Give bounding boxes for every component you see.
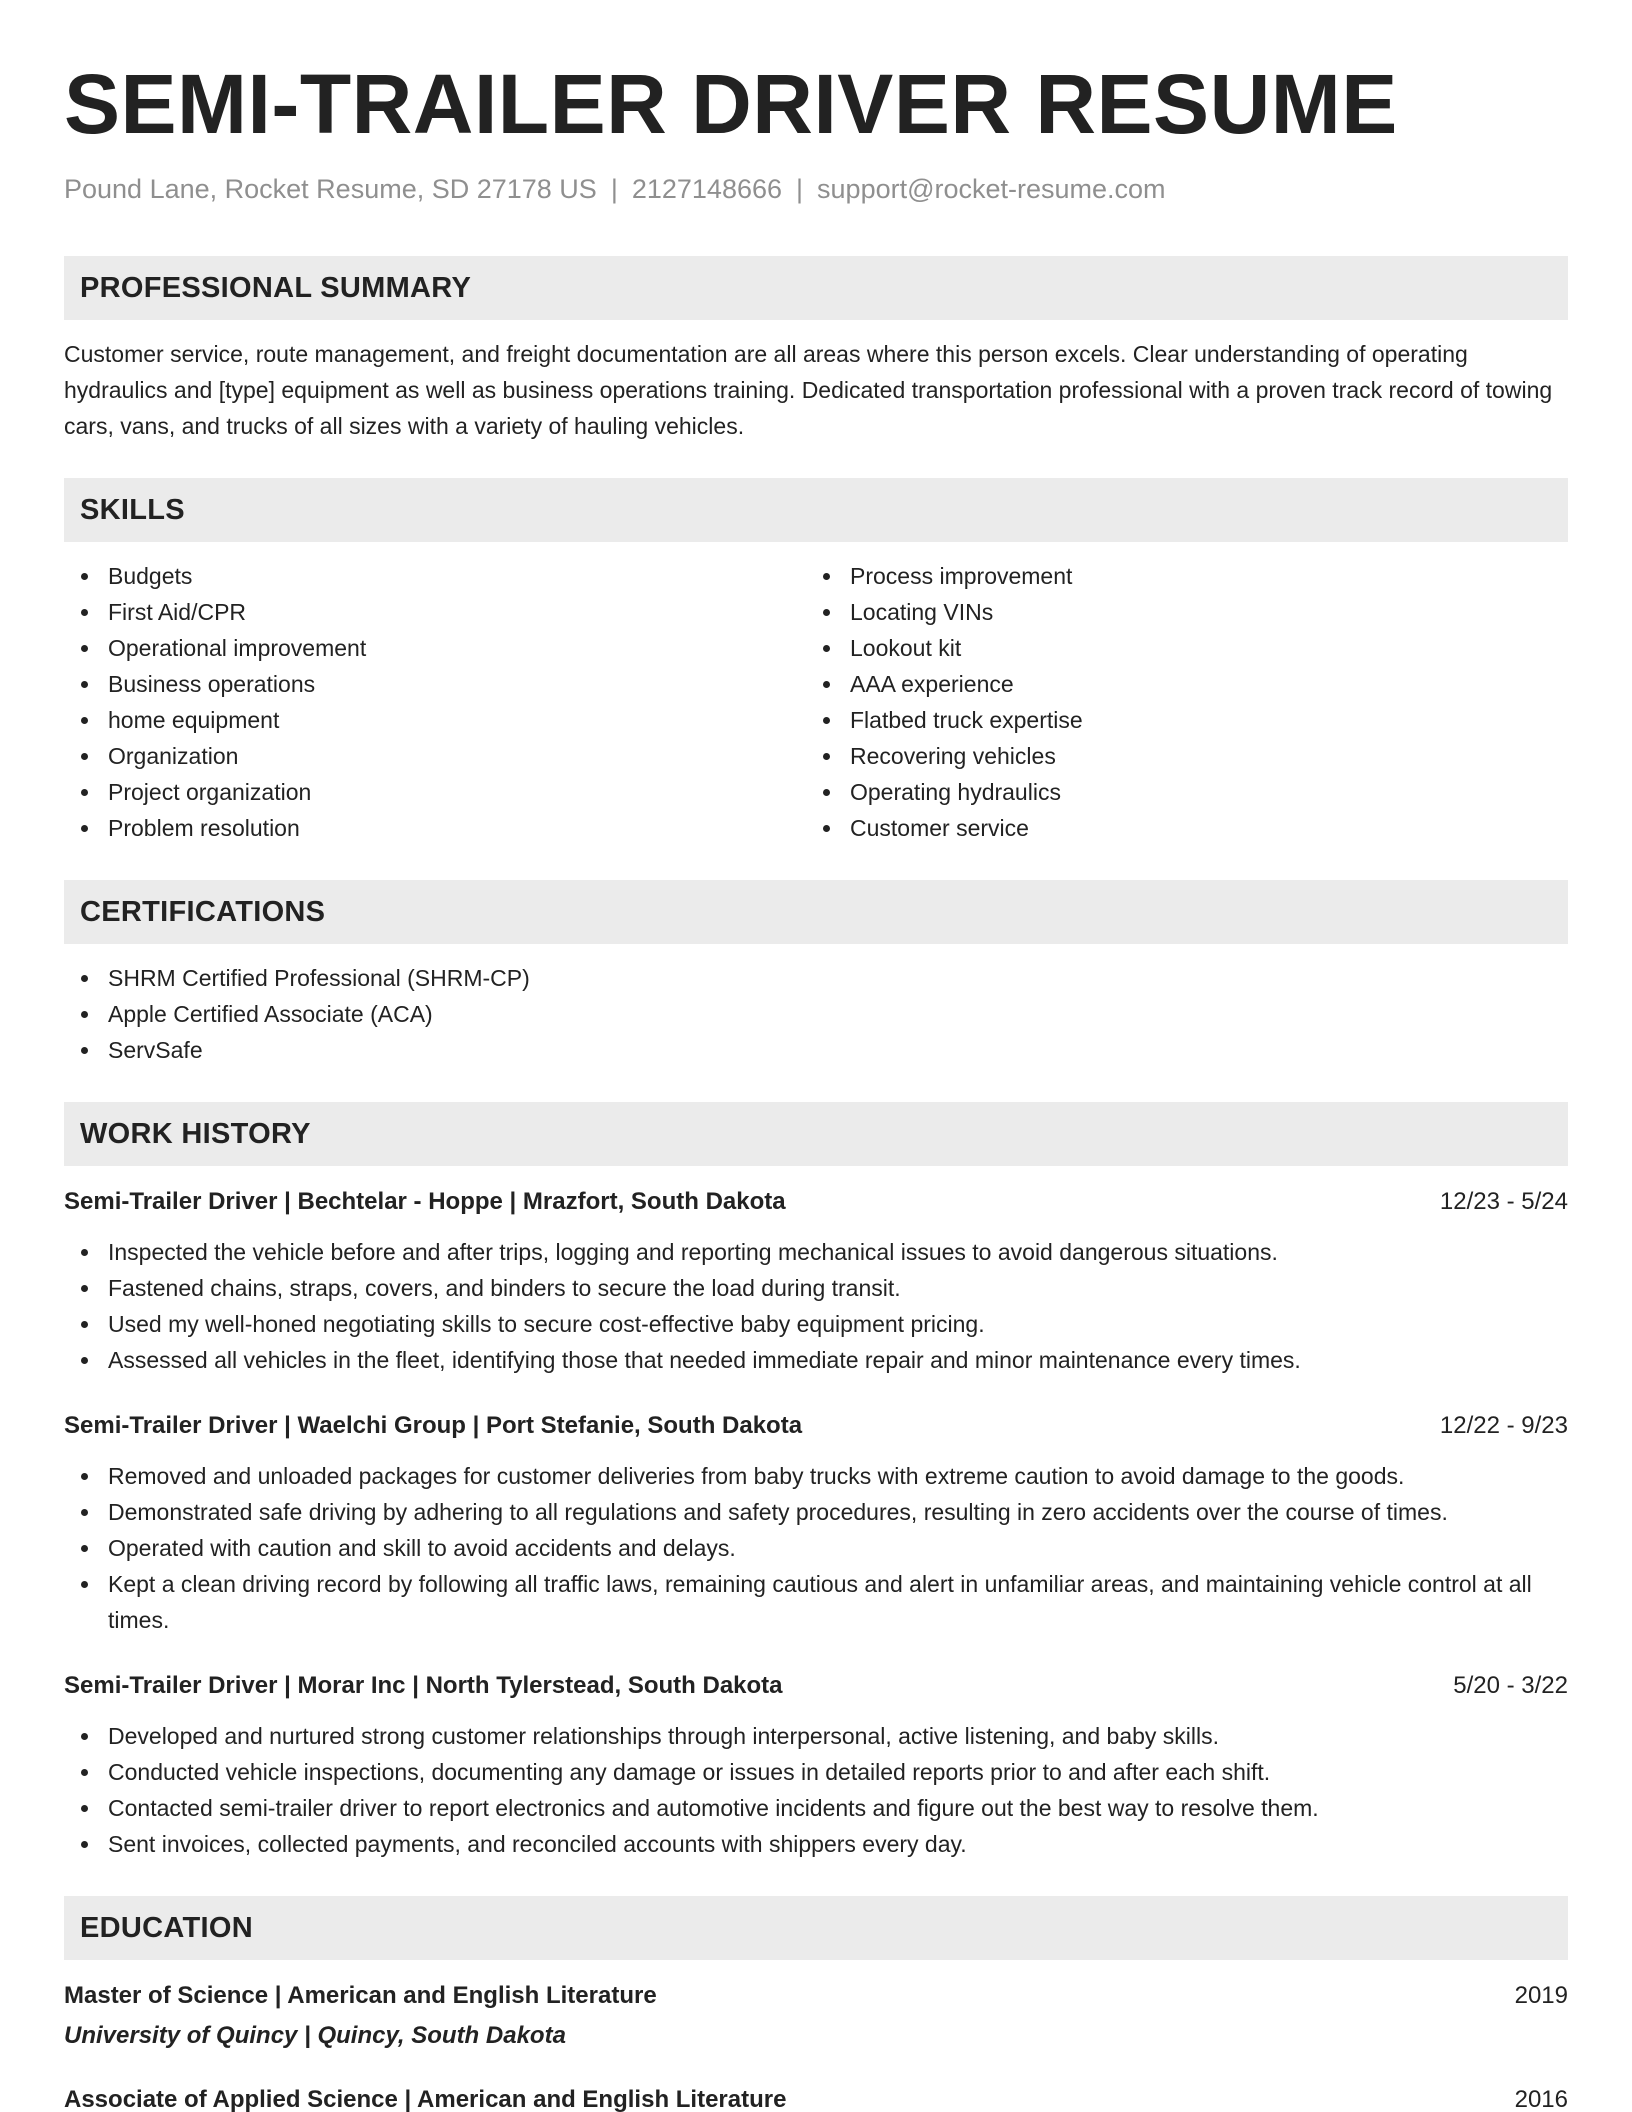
list-item: Removed and unloaded packages for customer deliveries from baby trucks with extreme caution to avoid damage to the goods.: [64, 1458, 1568, 1494]
certifications-list: [64, 960, 1568, 1068]
section-heading-certifications: CERTIFICATIONS: [64, 880, 1568, 944]
list-item: Conducted vehicle inspections, documenting any damage or issues in detailed reports prior to and after each shift.: [64, 1754, 1568, 1790]
list-item: Project organization: [64, 774, 806, 810]
skills-grid: [64, 558, 1568, 846]
job-dates: 12/22 - 9/23: [1439, 1412, 1568, 1439]
contact-line: [64, 172, 1568, 206]
section-heading-education: EDUCATION: [64, 1896, 1568, 1960]
list-item: Contacted semi-trailer driver to report electronics and automotive incidents and figure out the best way to resolve them.: [64, 1790, 1568, 1826]
job-title: Semi-Trailer Driver | Waelchi Group | Port Stefanie, South Dakota: [64, 1412, 803, 1439]
list-item: SHRM Certified Professional (SHRM-CP): [64, 960, 1568, 996]
job-title: Semi-Trailer Driver | Bechtelar - Hoppe | Mrazfort, South Dakota: [64, 1188, 786, 1215]
resume-page: [64, 56, 1568, 2112]
list-item: Inspected the vehicle before and after trips, logging and reporting mechanical issues to avoid dangerous situations.: [64, 1234, 1568, 1270]
summary-text: Customer service, route management, and freight documentation are all areas where this person excels. Clear understanding of operating hydraulics and [type] equipment as well as business operations training. Dedicated transportation professional with a proven track record of towing cars, vans, and trucks of all sizes with a variety of hauling vehicles.: [64, 341, 1553, 439]
education-year: 2019: [1514, 1982, 1568, 2009]
list-item: Process improvement: [806, 558, 1548, 594]
list-item: ServSafe: [64, 1032, 1568, 1068]
job-header: [64, 1668, 1568, 1704]
job-entry: [64, 1668, 1568, 1862]
list-item: Customer service: [806, 810, 1548, 846]
education-degree: Master of Science | American and English Literature: [64, 1982, 657, 2009]
education-header: [64, 1978, 1568, 2014]
list-item: Recovering vehicles: [806, 738, 1548, 774]
list-item: home equipment: [64, 702, 806, 738]
job-title: Semi-Trailer Driver | Morar Inc | North Tylerstead, South Dakota: [64, 1672, 783, 1699]
job-bullets: [64, 1234, 1568, 1378]
list-item: Operational improvement: [64, 630, 806, 666]
contact-phone: 2127148666: [631, 174, 783, 204]
list-item: Apple Certified Associate (ACA): [64, 996, 1568, 1032]
job-header: [64, 1408, 1568, 1444]
education-degree: Associate of Applied Science | American and English Literature: [64, 2086, 787, 2112]
list-item: Flatbed truck expertise: [806, 702, 1548, 738]
list-item: Sent invoices, collected payments, and reconciled accounts with shippers every day.: [64, 1826, 1568, 1862]
list-item: Fastened chains, straps, covers, and binders to secure the load during transit.: [64, 1270, 1568, 1306]
skills-list-right: [806, 558, 1548, 846]
job-entry: [64, 1184, 1568, 1378]
section-heading-work-history: WORK HISTORY: [64, 1102, 1568, 1166]
job-bullets: [64, 1458, 1568, 1638]
list-item: Organization: [64, 738, 806, 774]
contact-email: support@rocket-resume.com: [817, 174, 1166, 204]
list-item: Demonstrated safe driving by adhering to all regulations and safety procedures, resulting in zero accidents over the course of times.: [64, 1494, 1568, 1530]
job-bullets: [64, 1718, 1568, 1862]
list-item: Used my well-honed negotiating skills to secure cost-effective baby equipment pricing.: [64, 1306, 1568, 1342]
list-item: Operated with caution and skill to avoid accidents and delays.: [64, 1530, 1568, 1566]
job-header: [64, 1184, 1568, 1220]
job-dates: 5/20 - 3/22: [1453, 1672, 1568, 1699]
list-item: Kept a clean driving record by following all traffic laws, remaining cautious and alert in unfamiliar areas, and maintaining vehicle control at all times.: [64, 1566, 1568, 1638]
contact-separator: |: [796, 174, 804, 204]
education-header: [64, 2082, 1568, 2112]
list-item: Problem resolution: [64, 810, 806, 846]
list-item: Locating VINs: [806, 594, 1548, 630]
list-item: Business operations: [64, 666, 806, 702]
skills-list-left: [64, 558, 806, 846]
job-entry: [64, 1408, 1568, 1638]
job-dates: 12/23 - 5/24: [1439, 1188, 1568, 1215]
section-heading-summary: PROFESSIONAL SUMMARY: [64, 256, 1568, 320]
contact-address: Pound Lane, Rocket Resume, SD 27178 US: [64, 174, 597, 204]
list-item: First Aid/CPR: [64, 594, 806, 630]
education-school: University of Quincy | Quincy, South Dakota: [64, 2022, 566, 2049]
list-item: Developed and nurtured strong customer relationships through interpersonal, active listening, and baby skills.: [64, 1718, 1568, 1754]
list-item: Lookout kit: [806, 630, 1548, 666]
resume-title: SEMI-TRAILER DRIVER RESUME: [64, 57, 1398, 151]
education-entry: [64, 2082, 1568, 2112]
list-item: Assessed all vehicles in the fleet, identifying those that needed immediate repair and minor maintenance every times.: [64, 1342, 1568, 1378]
list-item: Budgets: [64, 558, 806, 594]
section-heading-skills: SKILLS: [64, 478, 1568, 542]
contact-separator: |: [610, 174, 618, 204]
education-entry: [64, 1978, 1568, 2054]
education-year: 2016: [1514, 2086, 1568, 2112]
list-item: Operating hydraulics: [806, 774, 1548, 810]
list-item: AAA experience: [806, 666, 1548, 702]
